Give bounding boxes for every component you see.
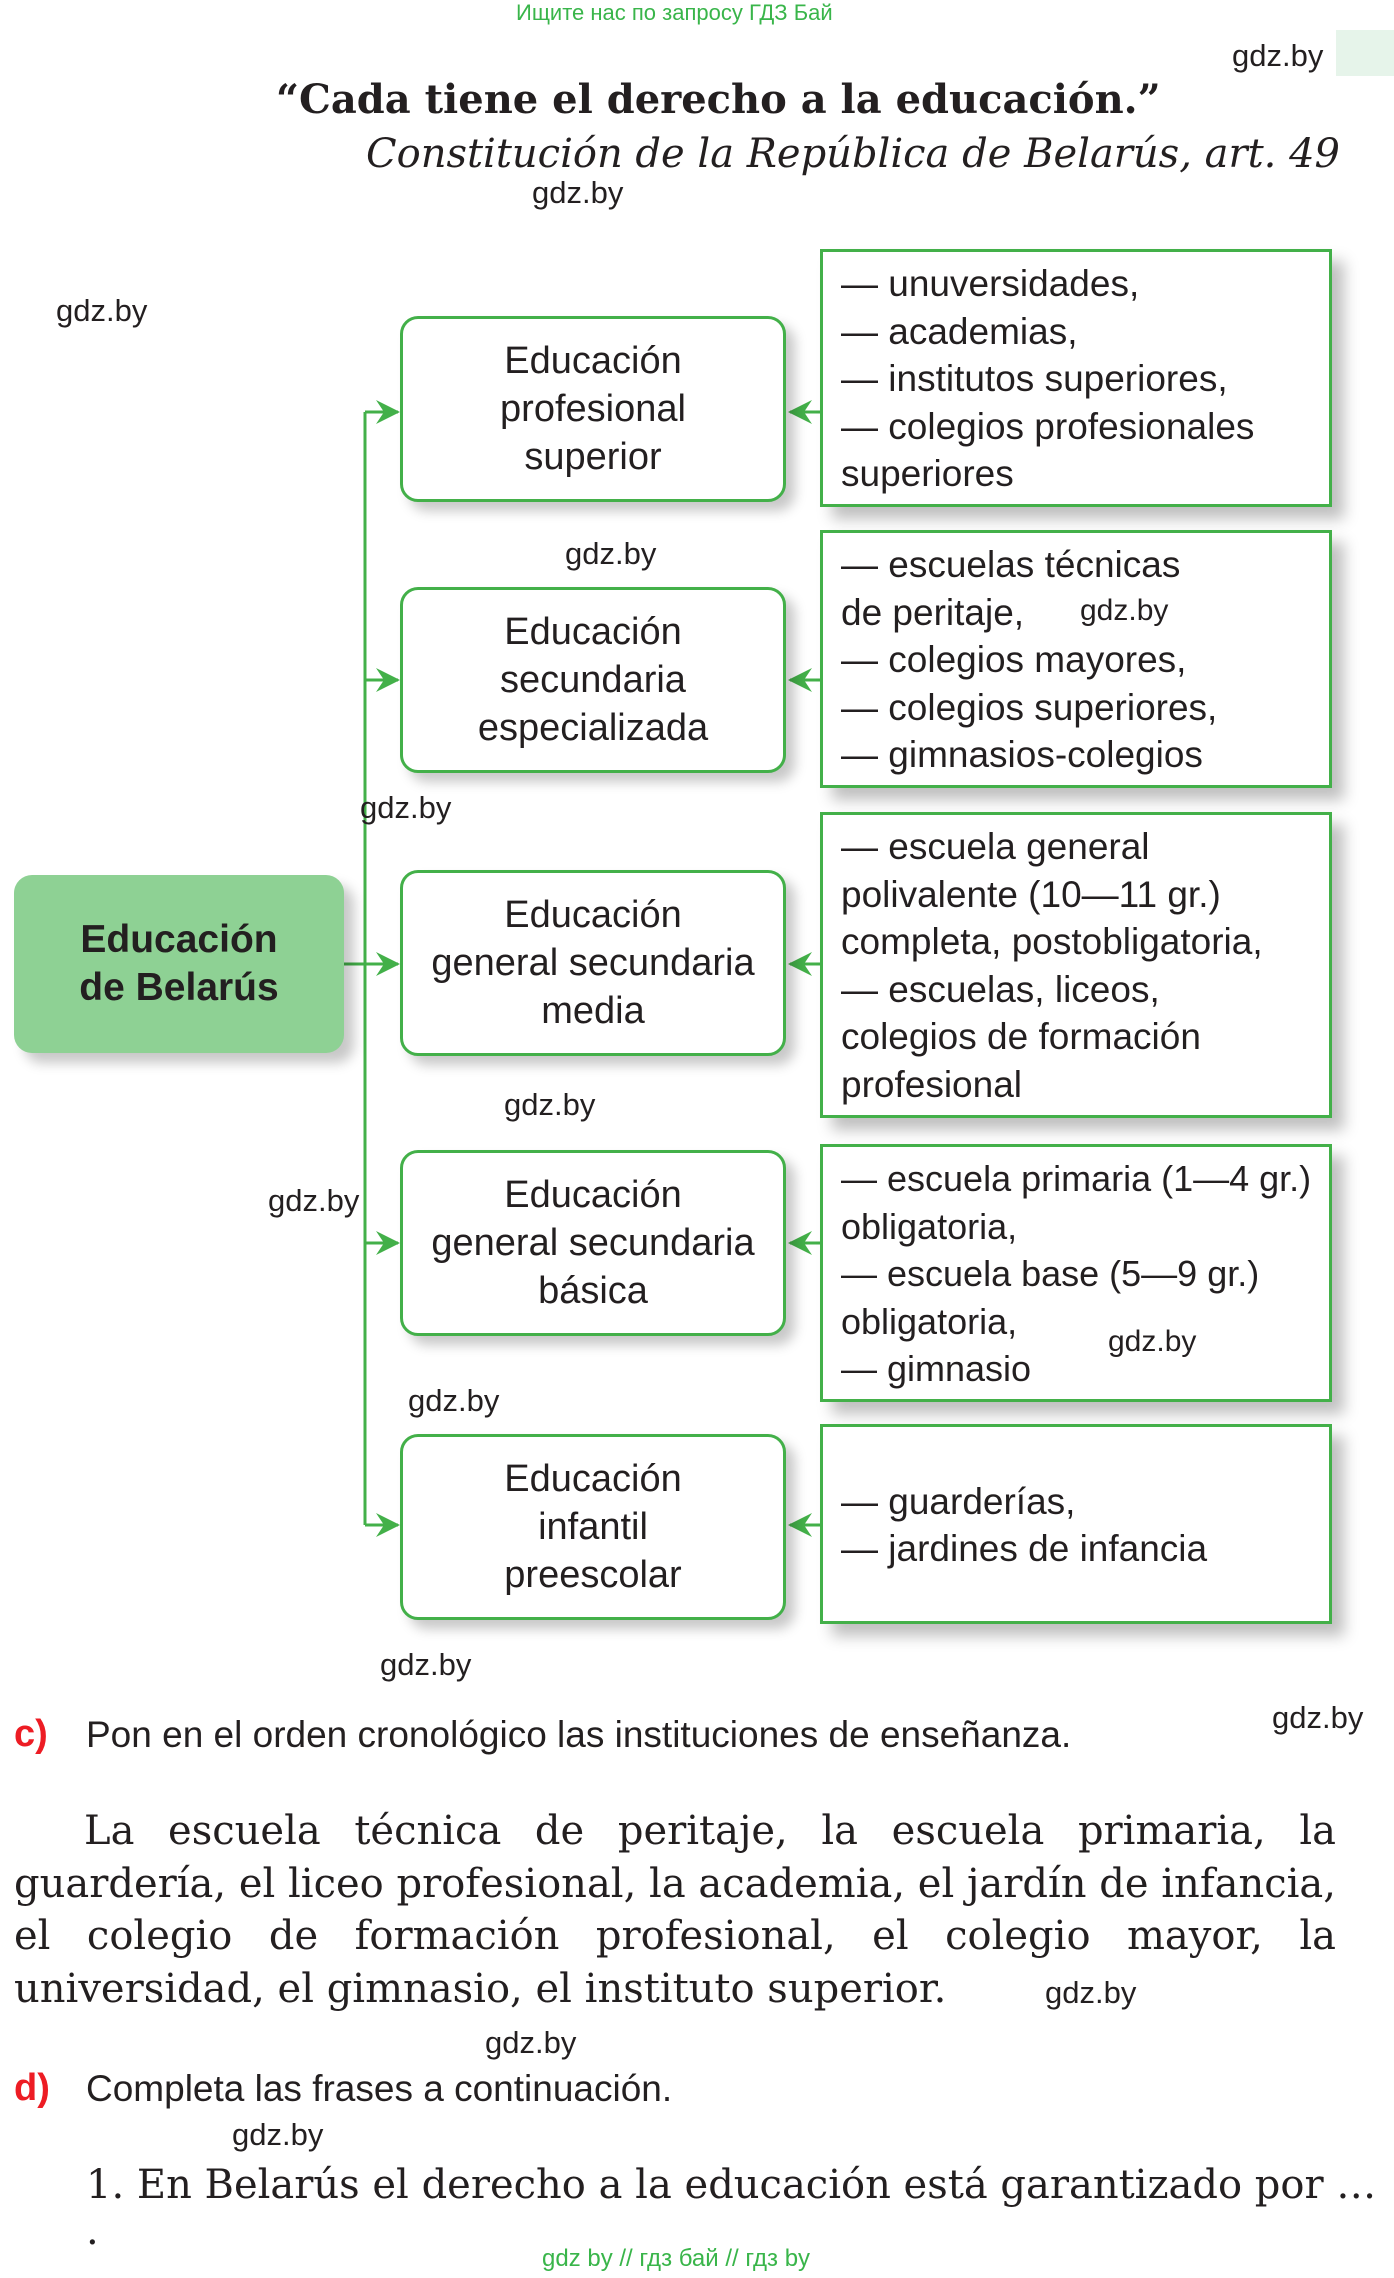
watermark: gdz.by <box>1045 1975 1137 2010</box>
institutions-box-general-secondary: — escuela general polivalente (10—11 gr.) completa, postobligatoria, — escuelas, liceos, colegios de formación profesional <box>820 812 1332 1118</box>
watermark: gdz.by <box>408 1383 500 1418</box>
watermark: gdz.by <box>504 1087 596 1122</box>
watermark: gdz.by <box>485 2025 577 2060</box>
task-d-sentence-1: 1. En Belarús el derecho a la educación está garantizado por … . <box>86 2162 1377 2254</box>
watermark: gdz.by <box>1272 1700 1364 1735</box>
watermark: gdz.by <box>1108 1325 1197 1358</box>
institutions-box-preschool <box>820 1424 1332 1624</box>
institutions-text: — guarderías, — jardines de infancia <box>841 1480 1208 1569</box>
institutions-box-higher: — unuversidades, — academias, — institutos superiores, — colegios profesionales superiores <box>820 249 1332 507</box>
watermark: gdz.by <box>565 536 657 571</box>
watermark: gdz.by <box>1232 38 1324 73</box>
level-box-higher <box>400 316 786 502</box>
quote-text: “Cada tiene el derecho a la educación.” <box>276 76 1161 123</box>
institutions-box-secondary-specialized: — escuelas técnicas de peritaje, — colegios mayores, — colegios superiores, — gimnasios-colegios <box>820 530 1332 788</box>
watermark: gdz.by <box>56 293 148 328</box>
watermark: gdz.by <box>532 175 624 210</box>
level-label: Educación general secundaria básica <box>431 1174 755 1312</box>
level-label: Educación infantil preescolar <box>504 1458 682 1596</box>
task-c-instruction: Pon en el orden cronológico las instituciones de enseñanza. <box>86 1714 1072 1755</box>
footer-links[interactable]: gdz by // гдз бай // гдз by <box>542 2245 811 2272</box>
root-node <box>14 875 344 1053</box>
task-c-paragraph: La escuela técnica de peritaje, la escuela primaria, la guardería, el liceo profesional, la academia, el jardín de infancia, el colegio de formación profesional, el colegio mayor, la universidad, el gimnasio, el instituto superior. <box>14 1808 1336 2012</box>
task-c-letter: c) <box>14 1713 48 1755</box>
institutions-box-basic: — escuela primaria (1—4 gr.) obligatoria, — escuela base (5—9 gr.) obligatoria, — gimnasio <box>820 1144 1332 1402</box>
watermark: gdz.by <box>380 1647 472 1682</box>
level-label: Educación secundaria especializada <box>477 611 709 749</box>
search-hint: Ищите нас по запросу ГДЗ Бай <box>516 0 833 25</box>
watermark: gdz.by <box>1080 594 1169 627</box>
root-label: Educación de Belarús <box>79 918 279 1009</box>
watermark: gdz.by <box>268 1183 360 1218</box>
quote-source: Constitución de la República de Belarús, art. 49 <box>366 131 1341 177</box>
level-label: Educación general secundaria media <box>431 894 755 1032</box>
level-box-preschool <box>400 1434 786 1620</box>
level-box-basic <box>400 1150 786 1336</box>
level-box-secondary-specialized <box>400 587 786 773</box>
task-d-instruction: Completa las frases a continuación. <box>86 2068 673 2109</box>
watermark: gdz.by <box>232 2117 324 2152</box>
level-label: Educación profesional superior <box>500 340 686 478</box>
watermark: gdz.by <box>360 790 452 825</box>
level-box-general-secondary <box>400 870 786 1056</box>
task-d-letter: d) <box>14 2067 50 2109</box>
